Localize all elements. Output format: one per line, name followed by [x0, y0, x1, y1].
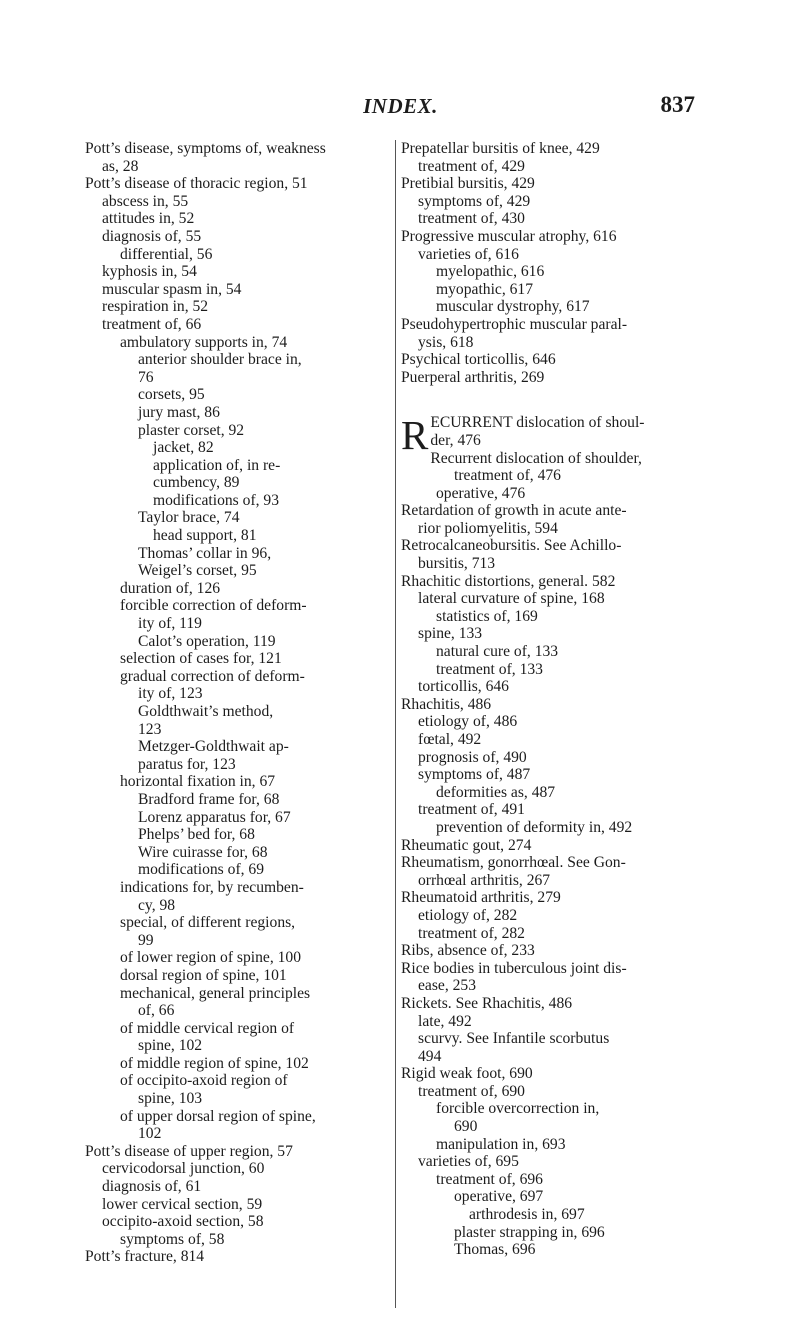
index-entry: Ribs, absence of, 233: [401, 942, 535, 960]
index-entry: prognosis of, 490: [418, 748, 527, 766]
index-entry: of, 66: [138, 1002, 175, 1020]
index-entry: 123: [138, 720, 162, 738]
index-entry: spine, 133: [418, 625, 483, 643]
index-entry: plaster strapping in, 696: [454, 1223, 605, 1241]
index-entry: deformities as, 487: [436, 783, 556, 801]
index-entry: forcible overcorrection in,: [436, 1100, 600, 1118]
index-entry: Prepatellar bursitis of knee, 429: [401, 140, 600, 157]
index-entry: etiology of, 486: [418, 713, 518, 731]
index-entry: of middle region of spine, 102: [120, 1054, 309, 1072]
index-entry: spine, 103: [138, 1090, 203, 1108]
index-entry: attitudes in, 52: [102, 210, 195, 228]
index-entry: of lower region of spine, 100: [120, 949, 302, 967]
index-entry: natural cure of, 133: [436, 643, 559, 661]
index-entry: treatment of, 282: [418, 924, 525, 942]
index-entry: Pretibial bursitis, 429: [401, 175, 535, 193]
index-entry: manipulation in, 693: [436, 1135, 566, 1153]
index-column-left: [85, 140, 392, 1266]
index-entry: anterior shoulder brace in,: [138, 351, 302, 369]
index-entry: treatment of, 690: [418, 1082, 525, 1100]
index-entry: late, 492: [418, 1012, 472, 1030]
index-entry: symptoms of, 58: [120, 1230, 225, 1248]
index-entry: symptoms of, 487: [418, 766, 531, 784]
index-entry: diagnosis of, 55: [102, 227, 202, 245]
page-number: 837: [660, 92, 695, 117]
index-entry: rior poliomyelitis, 594: [418, 519, 558, 537]
index-entry: modifications of, 93: [153, 491, 280, 509]
index-entry: Retardation of growth in acute ante-: [401, 502, 627, 520]
index-entry: lower cervical section, 59: [102, 1195, 263, 1213]
index-entry: operative, 476: [436, 484, 526, 502]
index-entry: cy, 98: [138, 896, 176, 914]
index-entry: statistics of, 169: [436, 607, 538, 625]
index-entry: respiration in, 52: [102, 298, 209, 316]
index-entry: Rhachitis, 486: [401, 695, 492, 713]
index-entry: ity of, 123: [138, 685, 203, 703]
index-entry: treatment of, 696: [436, 1170, 543, 1188]
column-divider: [395, 140, 396, 1308]
index-entry: arthrodesis in, 697: [469, 1206, 585, 1224]
index-entry: jacket, 82: [153, 439, 214, 457]
index-entry: treatment of, 429: [418, 157, 525, 175]
index-entry: Goldthwait’s method,: [138, 703, 274, 720]
index-entry: duration of, 126: [120, 579, 221, 597]
index-entry: muscular dystrophy, 617: [436, 298, 590, 316]
index-entry: Metzger-Goldthwait ap-: [138, 738, 289, 756]
index-entry: treatment of, 66: [102, 315, 202, 333]
index-entry: Psychical torticollis, 646: [401, 351, 556, 369]
index-entry: differential, 56: [120, 245, 213, 263]
index-entry: torticollis, 646: [418, 678, 509, 696]
index-entry: Wire cuirasse for, 68: [138, 843, 268, 861]
index-entry: Weigel’s corset, 95: [138, 562, 257, 580]
index-entry: etiology of, 282: [418, 906, 518, 924]
section-r-second-line: der, 476: [430, 431, 481, 449]
index-entry: orrhœal arthritis, 267: [418, 871, 551, 889]
index-entry: Pott’s disease of thoracic region, 51: [85, 175, 308, 193]
index-entry: spine, 102: [138, 1037, 203, 1055]
page-header: [0, 94, 801, 124]
index-entry: Rheumatism, gonorrhœal. See Gon-: [401, 854, 626, 872]
index-entry: treatment of, 491: [418, 801, 525, 819]
index-entry: myopathic, 617: [436, 280, 534, 298]
drop-cap-initial: R: [401, 412, 429, 459]
index-entry: symptoms of, 429: [418, 192, 531, 210]
index-entry: Rheumatic gout, 274: [401, 836, 532, 854]
index-entry: Rigid weak foot, 690: [401, 1065, 533, 1083]
index-entry: prevention of deformity in, 492: [436, 818, 633, 836]
index-entry: Taylor brace, 74: [138, 509, 240, 527]
index-entry: corsets, 95: [138, 386, 205, 404]
index-entry: ambulatory supports in, 74: [120, 333, 288, 351]
index-entry: Pott’s fracture, 814: [85, 1248, 205, 1266]
index-entry: 690: [454, 1118, 478, 1136]
index-entry: Rheumatoid arthritis, 279: [401, 889, 561, 907]
index-entry: selection of cases for, 121: [120, 650, 282, 668]
page-title: INDEX.: [363, 94, 438, 118]
index-entry: myelopathic, 616: [436, 263, 545, 281]
index-entry: Rickets. See Rhachitis, 486: [401, 994, 573, 1012]
index-entry: 494: [418, 1047, 442, 1065]
index-entry: ity of, 119: [138, 615, 202, 633]
index-entry: Recurrent dislocation of shoulder,: [430, 449, 642, 467]
index-entry: Phelps’ bed for, 68: [138, 826, 255, 844]
index-entry: treatment of, 476: [454, 467, 561, 485]
index-entry: lateral curvature of spine, 168: [418, 590, 605, 608]
section-r-first-line-text: ECURRENT dislocation of shoul-: [430, 414, 645, 432]
index-entry: Thomas’ collar in 96,: [138, 544, 272, 562]
index-entry: cumbency, 89: [153, 474, 240, 492]
index-entry: as, 28: [102, 157, 139, 175]
index-group-r: [401, 450, 723, 1259]
index-entry: horizontal fixation in, 67: [120, 773, 276, 791]
index-entry: Pseudohypertrophic muscular paral-: [401, 315, 628, 333]
index-entry: varieties of, 695: [418, 1153, 519, 1171]
index-entry: Calot’s operation, 119: [138, 632, 276, 650]
index-entry: Puerperal arthritis, 269: [401, 368, 545, 386]
index-entry: occipito-axoid section, 58: [102, 1213, 264, 1231]
index-entry: head support, 81: [153, 527, 257, 545]
index-entry: 99: [138, 931, 154, 949]
index-entry: treatment of, 430: [418, 210, 525, 228]
index-entry: 76: [138, 368, 154, 386]
index-entry: jury mast, 86: [138, 403, 220, 421]
index-entry: operative, 697: [454, 1188, 544, 1206]
index-entry: ysis, 618: [418, 333, 474, 351]
index-entry: Rhachitic distortions, general. 582: [401, 572, 616, 590]
index-entry: Thomas, 696: [454, 1241, 536, 1259]
index-entry: Rice bodies in tuberculous joint dis-: [401, 959, 627, 977]
index-entry: gradual correction of deform-: [120, 667, 305, 685]
index-entry: dorsal region of spine, 101: [120, 966, 287, 984]
index-entry: bursitis, 713: [418, 555, 496, 573]
index-entry: application of, in re-: [153, 456, 281, 474]
index-entry: kyphosis in, 54: [102, 263, 197, 281]
index-entry: diagnosis of, 61: [102, 1178, 202, 1196]
index-entry: varieties of, 616: [418, 245, 519, 263]
index-entry: modifications of, 69: [138, 861, 265, 879]
index-entry: scurvy. See Infantile scorbutus: [418, 1030, 610, 1048]
index-entry: cervicodorsal junction, 60: [102, 1160, 265, 1178]
index-entry: Lorenz apparatus for, 67: [138, 808, 291, 826]
index-entry: fœtal, 492: [418, 731, 482, 748]
index-column-right: [401, 140, 723, 1259]
index-group-p: [401, 140, 723, 386]
index-entry: special, of different regions,: [120, 914, 296, 932]
index-entry: paratus for, 123: [138, 755, 236, 773]
index-entry: mechanical, general principles: [120, 984, 311, 1002]
index-entry: treatment of, 133: [436, 660, 543, 678]
index-entry: Progressive muscular atrophy, 616: [401, 227, 617, 245]
index-entry: Bradford frame for, 68: [138, 790, 280, 808]
index-entry: 102: [138, 1125, 162, 1143]
index-entry: of middle cervical region of: [120, 1019, 295, 1037]
index-entry: ease, 253: [418, 977, 477, 995]
index-entry: muscular spasm in, 54: [102, 280, 242, 298]
section-gap: [401, 386, 723, 414]
index-entry: abscess in, 55: [102, 192, 189, 210]
index-entry: indications for, by recumben-: [120, 878, 304, 896]
index-entry: forcible correction of deform-: [120, 597, 307, 615]
index-entry: Pott’s disease, symptoms of, weakness: [85, 140, 326, 157]
index-entry: plaster corset, 92: [138, 421, 245, 439]
index-entry: of occipito-axoid region of: [120, 1072, 288, 1090]
index-entry: of upper dorsal region of spine,: [120, 1107, 316, 1125]
index-entry: Pott’s disease of upper region, 57: [85, 1142, 293, 1160]
index-entry: Retrocalcaneobursitis. See Achillo-: [401, 537, 622, 555]
